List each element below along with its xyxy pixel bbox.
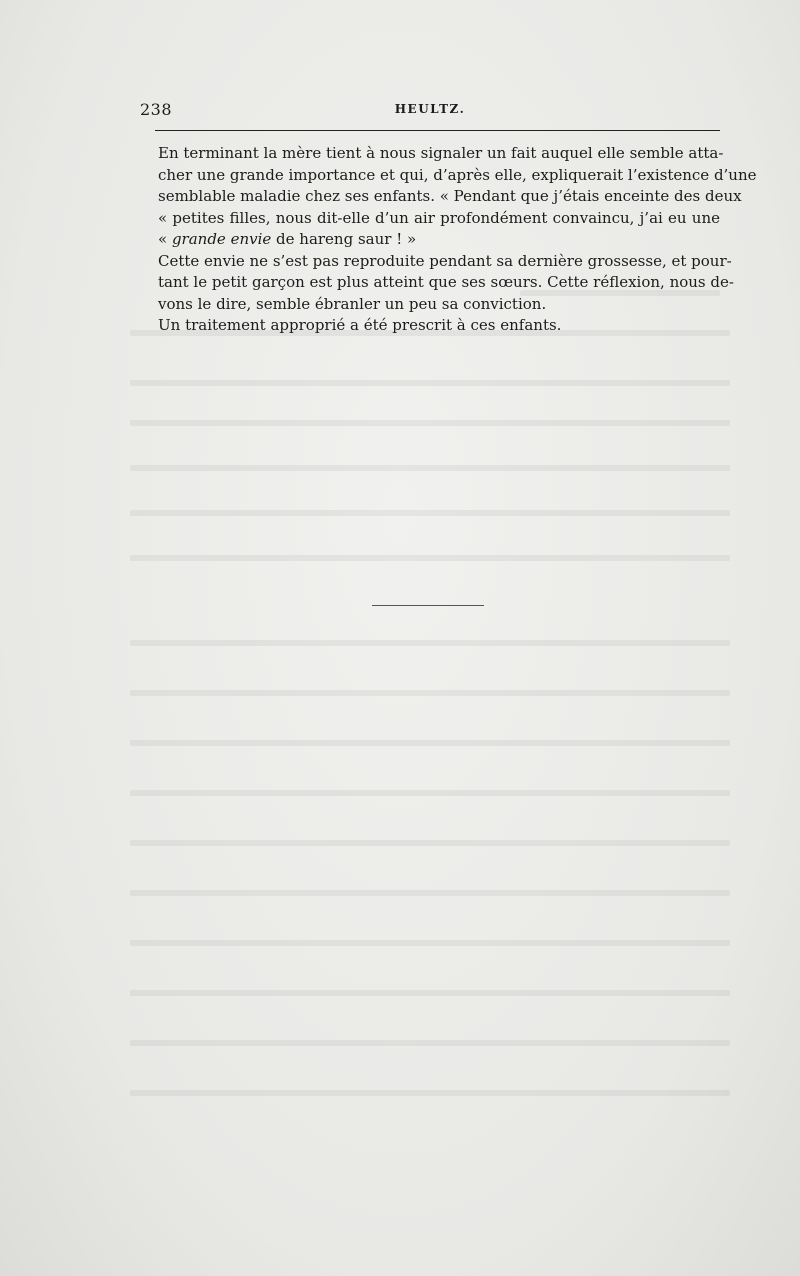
- text-line: vons le dire, semble ébranler un peu sa conviction.: [158, 294, 547, 313]
- text-line: Cette envie ne s’est pas reproduite pendant sa dernière grossesse, et pour-: [158, 251, 732, 270]
- text-line: cher une grande importance et qui, d’après elle, expliquerait l’existence d’une: [158, 165, 757, 184]
- paragraph-3: [158, 315, 720, 337]
- paragraph-2: [158, 251, 734, 316]
- quote-suffix: de hareng saur ! »: [271, 230, 417, 248]
- bleed-through-mark: [130, 420, 730, 426]
- bleed-through-mark: [130, 465, 730, 471]
- bleed-through-mark: [130, 790, 730, 796]
- quote-prefix: «: [158, 230, 172, 248]
- paragraph-1: [158, 143, 757, 251]
- bleed-through-mark: [130, 940, 730, 946]
- text-line: tant le petit garçon est plus atteint que ses sœurs. Cette réflexion, nous de-: [158, 273, 734, 291]
- text-line: En terminant la mère tient à nous signaler un fait auquel elle semble atta-: [158, 144, 724, 162]
- bleed-through-mark: [130, 510, 730, 516]
- bleed-through-mark: [130, 1090, 730, 1096]
- italic-phrase: grande envie: [171, 230, 272, 248]
- bleed-through-mark: [130, 1040, 730, 1046]
- text-line: « petites filles, nous dit-elle d’un air profondément convaincu, j’ai eu une: [158, 208, 720, 227]
- text-line: Un traitement approprié a été prescrit à ces enfants.: [158, 316, 562, 334]
- bleed-through-mark: [130, 990, 730, 996]
- running-head: HEULTZ.: [394, 102, 466, 116]
- text-line: semblable maladie chez ses enfants. « Pendant que j’étais enceinte des deux: [158, 187, 742, 205]
- text-line: [158, 229, 720, 251]
- bleed-through-mark: [130, 740, 730, 746]
- bleed-through-mark: [130, 690, 730, 696]
- bleed-through-mark: [130, 555, 730, 561]
- bleed-through-mark: [130, 840, 730, 846]
- body-text: [158, 143, 757, 337]
- bleed-through-mark: [130, 380, 730, 386]
- bleed-through-mark: [130, 890, 730, 896]
- page-header: [140, 100, 720, 122]
- page-number: 238: [140, 100, 173, 119]
- section-divider-rule: [372, 605, 484, 606]
- header-rule: [155, 130, 720, 131]
- bleed-through-mark: [130, 640, 730, 646]
